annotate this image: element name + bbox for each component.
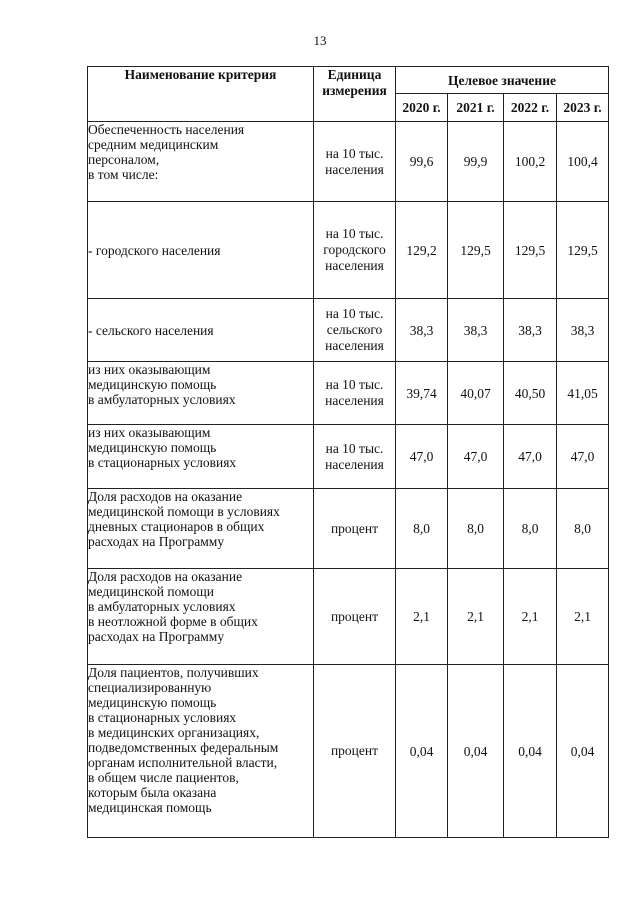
value-2023: 8,0 (557, 489, 609, 569)
value-2022: 40,50 (504, 362, 557, 425)
value-2023: 100,4 (557, 122, 609, 202)
header-year-2023: 2023 г. (557, 94, 609, 122)
value-2021: 99,9 (448, 122, 504, 202)
table-row (88, 665, 609, 838)
criterion-unit: на 10 тыс. городского населения (314, 202, 396, 299)
header-unit: Единица измерения (314, 67, 396, 122)
value-2020: 2,1 (396, 569, 448, 665)
header-year-2020: 2020 г. (396, 94, 448, 122)
criterion-name: Обеспеченность населения средним медицинским персоналом, в том числе: (88, 122, 314, 202)
criterion-name: - сельского населения (88, 299, 314, 362)
value-2020: 0,04 (396, 665, 448, 838)
criterion-unit: на 10 тыс. сельского населения (314, 299, 396, 362)
criterion-unit: на 10 тыс. населения (314, 122, 396, 202)
table-row (88, 299, 609, 362)
table-row (88, 489, 609, 569)
value-2020: 39,74 (396, 362, 448, 425)
criterion-name: из них оказывающим медицинскую помощь в амбулаторных условиях (88, 362, 314, 425)
header-target-value: Целевое значение (396, 67, 609, 94)
value-2023: 2,1 (557, 569, 609, 665)
header-year-2022: 2022 г. (504, 94, 557, 122)
value-2022: 38,3 (504, 299, 557, 362)
table-row (88, 362, 609, 425)
value-2022: 129,5 (504, 202, 557, 299)
table-row (88, 569, 609, 665)
value-2022: 47,0 (504, 425, 557, 489)
header-criterion-name: Наименование критерия (88, 67, 314, 122)
value-2021: 47,0 (448, 425, 504, 489)
value-2023: 129,5 (557, 202, 609, 299)
value-2023: 41,05 (557, 362, 609, 425)
value-2021: 38,3 (448, 299, 504, 362)
value-2020: 129,2 (396, 202, 448, 299)
table-row (88, 425, 609, 489)
value-2022: 100,2 (504, 122, 557, 202)
criterion-name: - городского населения (88, 202, 314, 299)
value-2023: 0,04 (557, 665, 609, 838)
criterion-unit: процент (314, 489, 396, 569)
value-2020: 47,0 (396, 425, 448, 489)
value-2022: 0,04 (504, 665, 557, 838)
value-2020: 38,3 (396, 299, 448, 362)
table-row (88, 122, 609, 202)
value-2022: 8,0 (504, 489, 557, 569)
criterion-name: Доля расходов на оказание медицинской помощи в условиях дневных стационаров в общих расходах на Программу (88, 489, 314, 569)
value-2021: 0,04 (448, 665, 504, 838)
criteria-table (87, 66, 609, 838)
criterion-unit: процент (314, 665, 396, 838)
value-2020: 8,0 (396, 489, 448, 569)
criterion-unit: на 10 тыс. населения (314, 362, 396, 425)
value-2021: 129,5 (448, 202, 504, 299)
value-2023: 38,3 (557, 299, 609, 362)
table-row (88, 202, 609, 299)
header-year-2021: 2021 г. (448, 94, 504, 122)
criterion-name: Доля пациентов, получивших специализированную медицинскую помощь в стационарных условиях в медицинских организациях, подведомственных федеральным органам исполнительной власти, в общем числе пациентов, которым была оказана медицинская помощь (88, 665, 314, 838)
criterion-unit: процент (314, 569, 396, 665)
criterion-name: из них оказывающим медицинскую помощь в стационарных условиях (88, 425, 314, 489)
criterion-name: Доля расходов на оказание медицинской помощи в амбулаторных условиях в неотложной форме в общих расходах на Программу (88, 569, 314, 665)
value-2021: 8,0 (448, 489, 504, 569)
page-number: 13 (313, 33, 327, 48)
value-2022: 2,1 (504, 569, 557, 665)
value-2021: 2,1 (448, 569, 504, 665)
criterion-unit: на 10 тыс. населения (314, 425, 396, 489)
value-2021: 40,07 (448, 362, 504, 425)
value-2023: 47,0 (557, 425, 609, 489)
value-2020: 99,6 (396, 122, 448, 202)
